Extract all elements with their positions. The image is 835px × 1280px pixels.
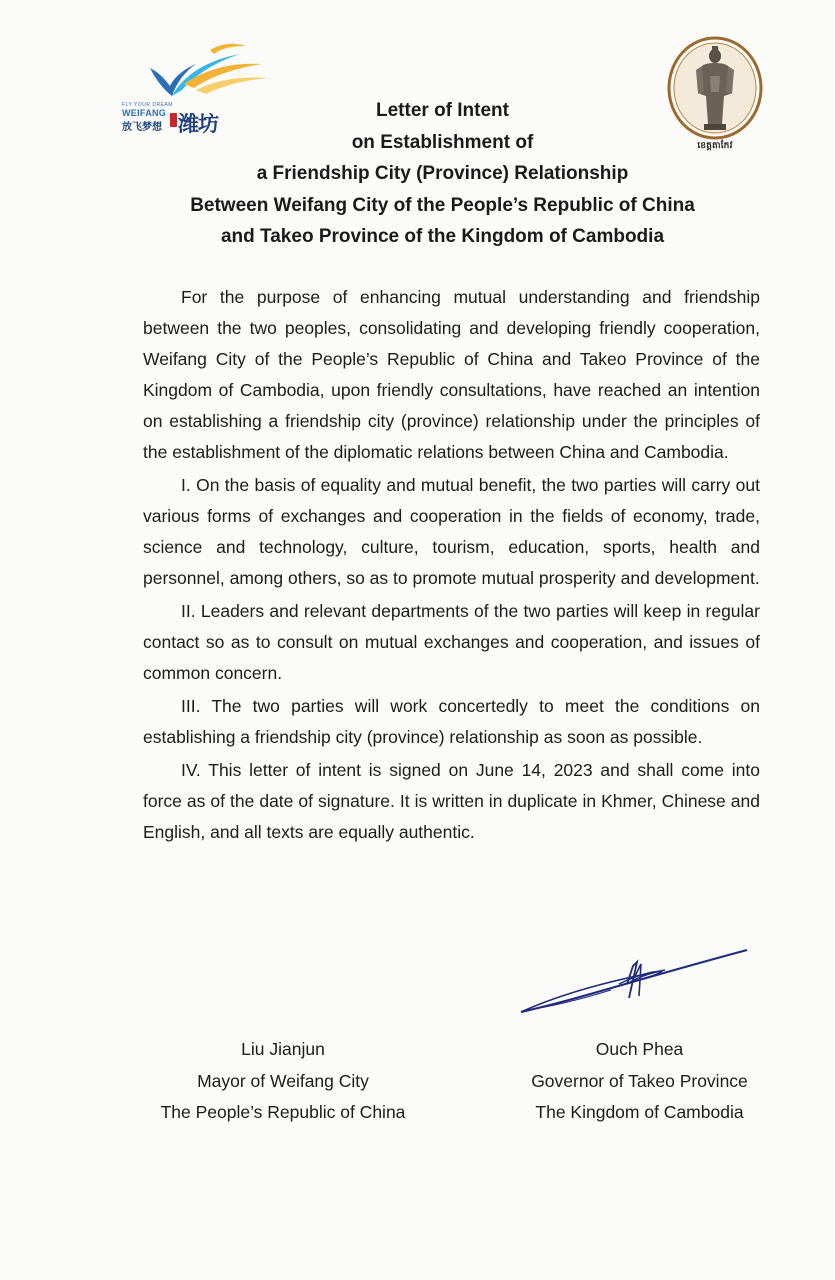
letter-title xyxy=(150,95,735,253)
signatory-left-title: Mayor of Weifang City xyxy=(197,1070,369,1091)
signatory-left-name: Liu Jianjun xyxy=(241,1039,325,1059)
title-line-2: on Establishment of xyxy=(351,131,534,153)
intro-paragraph: For the purpose of enhancing mutual understanding and friendship between the two peoples, consolidating and developing friendly cooperation, Weifang City of the People’s Republic of China and Takeo Province of the Kingdom of Cambodia, upon friendly consultations, have reached an intention on establishing a friendship city (province) relationship under the principles of the establishment of the diplomatic relations between China and Cambodia. xyxy=(143,287,760,462)
signatory-right-country: The Kingdom of Cambodia xyxy=(535,1102,744,1122)
weifang-chinese-name: 潍坊 xyxy=(178,111,218,136)
title-line-3: a Friendship City (Province) Relationship xyxy=(256,163,629,184)
title-line-5: and Takeo Province of the Kingdom of Cambodia xyxy=(220,226,665,247)
signatory-right xyxy=(497,1034,782,1129)
weifang-brand: WEIFANG xyxy=(122,108,167,118)
handwritten-signature xyxy=(515,940,755,1020)
clause-4-paragraph: IV. This letter of intent is signed on June 14, 2023 and shall come into force as of the date of signature. It is written in duplicate in Khmer, Chinese and English, and all texts are equally authentic. xyxy=(143,760,760,842)
signatory-left xyxy=(138,1034,428,1129)
weifang-tagline: FLY YOUR DREAM xyxy=(122,102,173,108)
clause-1-paragraph: I. On the basis of equality and mutual benefit, the two parties will carry out various forms of exchanges and cooperation in the fields of economy, trade, science and technology, culture, tourism, education, sports, health and personnel, among others, so as to promote mutual prosperity and development. xyxy=(143,475,760,588)
signatory-right-name: Ouch Phea xyxy=(595,1039,684,1059)
signatory-left-country: The People’s Republic of China xyxy=(160,1102,406,1122)
title-line-4: Between Weifang City of the People’s Republic of China xyxy=(190,194,695,216)
letter-body xyxy=(143,282,760,850)
title-line-1: Letter of Intent xyxy=(376,100,509,121)
clause-2-paragraph: II. Leaders and relevant departments of the two parties will keep in regular contact so as to consult on mutual exchanges and cooperation, and issues of common concern. xyxy=(143,601,760,683)
weifang-chinese-slogan: 放飞梦想 xyxy=(122,122,162,133)
signatory-right-title: Governor of Takeo Province xyxy=(531,1070,748,1091)
clause-3-paragraph: III. The two parties will work concertedly to meet the conditions on establishing a friendship city (province) relationship as soon as possible. xyxy=(143,696,760,747)
takeo-seal-caption: ខេត្តតាកែវ xyxy=(697,140,733,150)
